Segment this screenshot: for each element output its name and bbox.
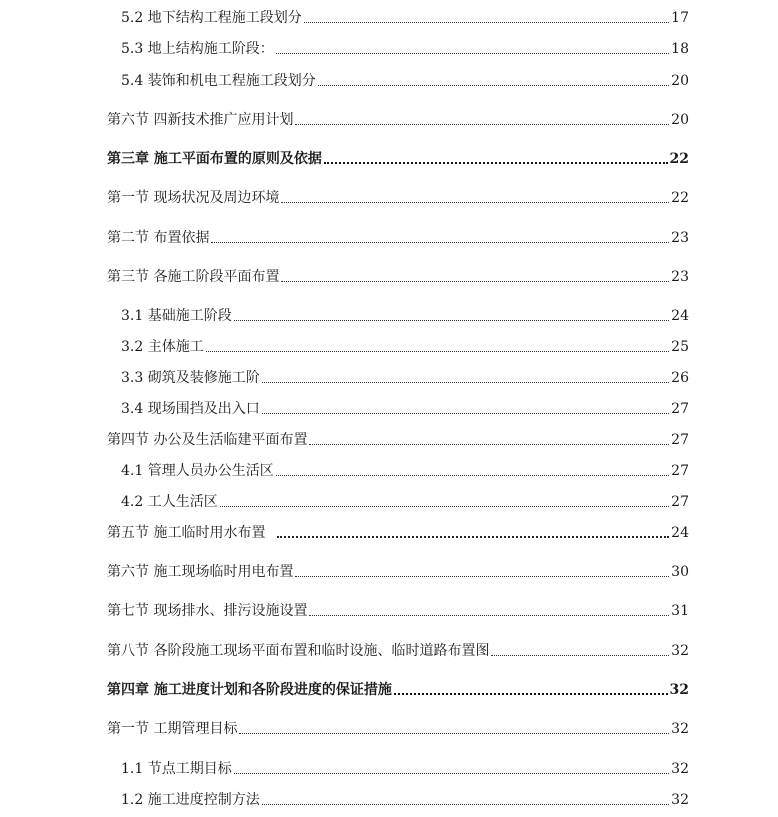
toc-entry-page: 32 [669,682,689,698]
dot-leader [262,382,669,383]
toc-entry-title: 5.4 装饰和机电工程施工段划分 [121,73,316,89]
toc-entry-page: 27 [671,432,689,448]
dot-leader [234,773,669,774]
toc-entry[interactable] [107,185,689,207]
toc-entry-title: 第七节 现场排水、排污设施设置 [107,603,308,619]
toc-entry-title: 第三章 施工平面布置的原则及依据 [107,151,322,167]
toc-entry[interactable] [121,756,689,778]
dot-leader [281,281,669,282]
toc-entry-title: 3.1 基础施工阶段 [121,308,232,324]
toc-entry-title: 3.3 砌筑及装修施工阶 [121,370,260,386]
toc-entry[interactable] [107,559,689,581]
toc-entry-page: 32 [671,643,689,659]
dot-leader [318,85,669,86]
dot-leader [295,576,669,577]
toc-entry-title: 第五节 施工临时用水布置 [107,525,266,541]
toc-entry-page: 20 [671,112,689,128]
toc-entry-page: 26 [671,370,689,386]
toc-entry[interactable] [107,716,689,738]
toc-entry[interactable] [107,520,689,542]
toc-entry-title: 第四节 办公及生活临建平面布置 [107,432,308,448]
dot-leader [276,475,669,476]
dot-leader [324,162,668,164]
toc-entry-page: 32 [671,792,689,808]
toc-entry-title: 第二节 布置依据 [107,230,210,246]
toc-entry[interactable] [121,36,689,58]
toc-entry[interactable] [121,68,689,90]
dot-leader [262,804,669,805]
dot-leader [276,53,669,54]
toc-entry-page: 27 [671,463,689,479]
toc-entry-title: 第四章 施工进度计划和各阶段进度的保证措施 [107,682,392,698]
toc-entry-page: 23 [671,230,689,246]
dot-leader [234,320,669,321]
toc-entry[interactable] [107,225,689,247]
dot-leader [309,615,669,616]
toc-entry-page: 20 [671,73,689,89]
toc-entry[interactable] [107,107,689,129]
toc-entry[interactable] [107,427,689,449]
dot-leader [304,22,669,23]
toc-entry-title: 5.3 地上结构施工阶段： [121,41,274,57]
toc-entry-page: 27 [671,494,689,510]
toc-entry-page: 23 [671,269,689,285]
toc-entry-page: 22 [671,190,689,206]
dot-leader [220,506,669,507]
toc-entry-title: 第三节 各施工阶段平面布置 [107,269,280,285]
toc-entry[interactable] [121,458,689,480]
toc-entry-page: 32 [671,721,689,737]
toc-entry-title: 第一节 工期管理目标 [107,721,238,737]
toc-entry-page: 18 [671,41,689,57]
toc-entry-title: 4.1 管理人员办公生活区 [121,463,274,479]
dot-leader [211,242,669,243]
toc-entry-page: 31 [671,603,689,619]
toc-entry[interactable] [121,489,689,511]
toc-entry-page: 24 [671,308,689,324]
toc-entry-page: 27 [671,401,689,417]
toc-entry-page: 24 [671,525,689,541]
dot-leader [295,124,669,125]
toc-entry[interactable] [121,787,689,809]
toc-entry-page: 22 [669,151,689,167]
dot-leader [394,693,668,695]
toc-entry-title: 4.2 工人生活区 [121,494,218,510]
toc-entry-title: 5.2 地下结构工程施工段划分 [121,10,302,26]
dot-leader [309,444,669,445]
dot-leader [277,536,669,538]
toc-entry[interactable] [121,5,689,27]
toc-entry[interactable] [121,303,689,325]
toc-entry[interactable] [107,598,689,620]
dot-leader [281,202,669,203]
dot-leader [206,351,669,352]
toc-entry-title: 第六节 施工现场临时用电布置 [107,564,294,580]
dot-leader [491,655,669,656]
toc-entry-title: 第一节 现场状况及周边环境 [107,190,280,206]
toc-entry-title: 3.4 现场围挡及出入口 [121,401,260,417]
toc-entry-page: 25 [671,339,689,355]
toc-entry-title: 第六节 四新技术推广应用计划 [107,112,294,128]
dot-leader [239,733,669,734]
toc-chapter-entry[interactable] [107,677,689,699]
dot-leader [262,413,669,414]
toc-entry-page: 17 [671,10,689,26]
toc-entry-page: 32 [671,761,689,777]
toc-entry-title: 1.1 节点工期目标 [121,761,232,777]
toc-entry[interactable] [107,264,689,286]
toc-entry-title: 1.2 施工进度控制方法 [121,792,260,808]
toc-entry[interactable] [107,638,689,660]
toc-entry-page: 30 [671,564,689,580]
toc-entry-title: 3.2 主体施工 [121,339,204,355]
toc-chapter-entry[interactable] [107,146,689,168]
toc-entry[interactable] [121,365,689,387]
toc-entry-title: 第八节 各阶段施工现场平面布置和临时设施、临时道路布置图 [107,643,490,659]
toc-entry[interactable] [121,396,689,418]
toc-entry[interactable] [121,334,689,356]
